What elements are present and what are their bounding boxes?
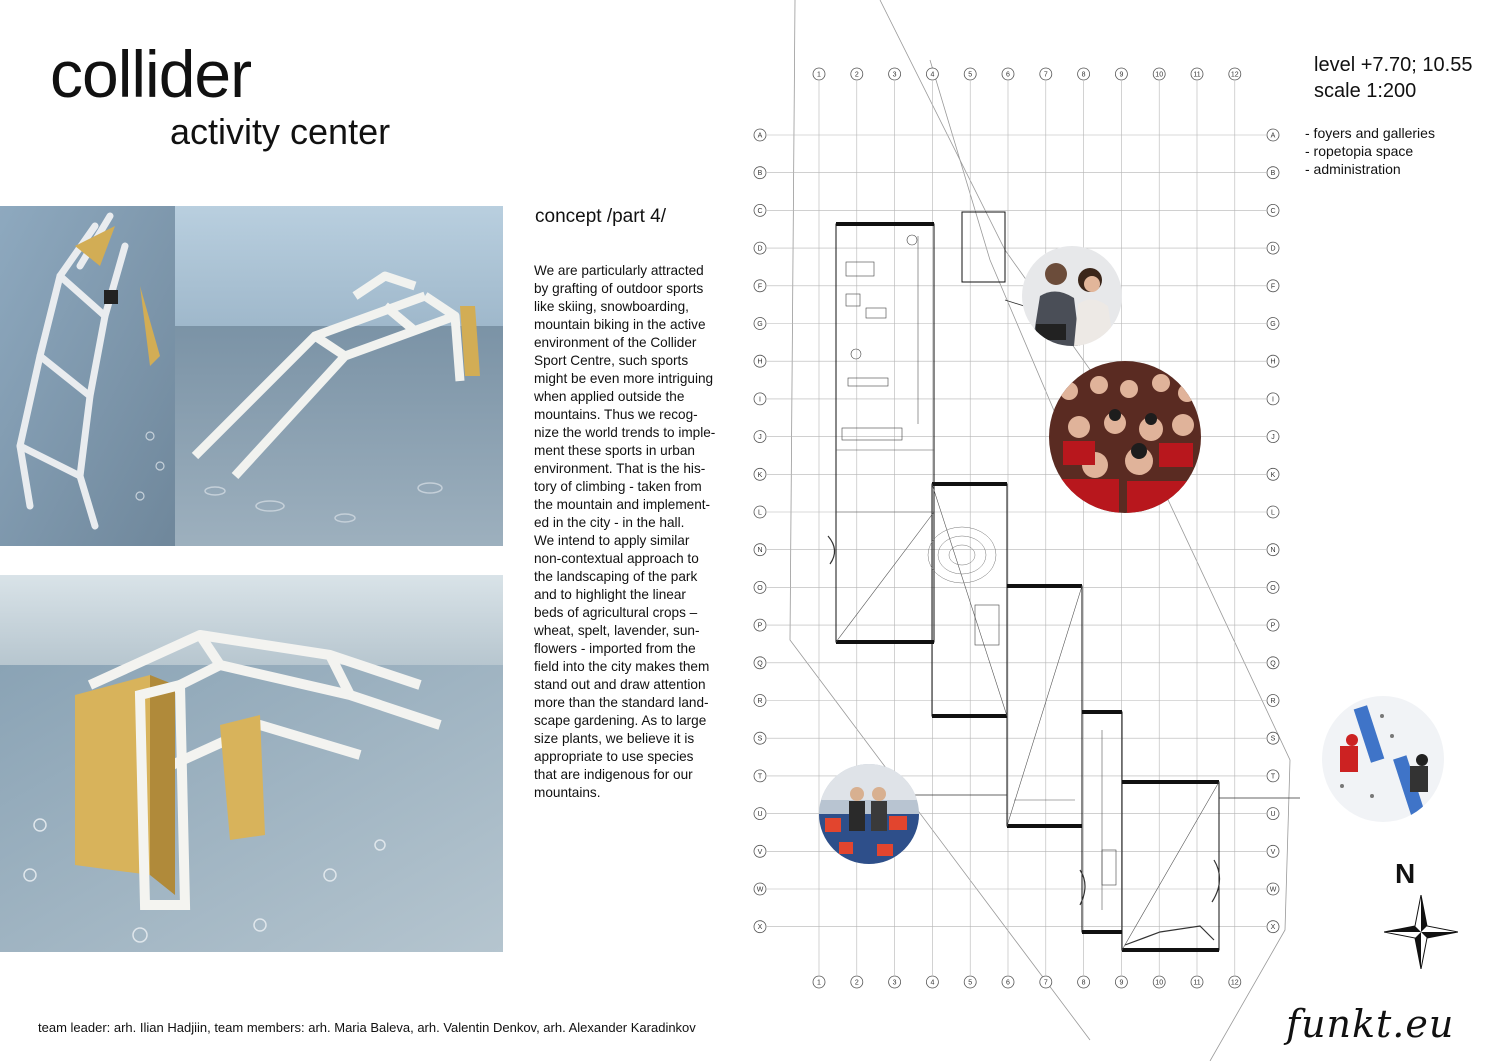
grid-row-label: C — [1270, 207, 1276, 215]
grid-column-label: 8 — [1081, 979, 1086, 987]
concept-line: might be even more intriguing — [534, 371, 714, 386]
grid-row-label: R — [1270, 698, 1276, 705]
grid-column-label: 2 — [854, 71, 859, 79]
grid-column-label: 10 — [1155, 979, 1164, 987]
concept-line: the mountain and implement- — [534, 497, 711, 512]
concept-line: environment. That is the his- — [534, 461, 706, 476]
concept-line: ed in the city - in the hall. — [534, 515, 685, 530]
grid-column-label: 6 — [1006, 979, 1010, 987]
program-item: - foyers and galleries — [1305, 125, 1435, 141]
render-perspective-bottom — [0, 575, 503, 952]
grid-row-label: T — [1270, 773, 1276, 781]
concept-line: like skiing, snowboarding, — [534, 299, 689, 314]
concept-line: ment these sports in urban — [534, 443, 695, 458]
grid-row-label: R — [757, 698, 763, 705]
concept-line: flowers - imported from the — [534, 641, 696, 656]
grid-row-label: S — [1270, 735, 1276, 743]
concept-line: beds of agricultural crops – — [534, 605, 698, 620]
grid-column-label: 4 — [930, 71, 935, 79]
volume-administration — [836, 224, 934, 642]
concept-line: size plants, we believe it is — [534, 731, 695, 746]
grid-row-label: X — [1270, 924, 1276, 932]
concept-line: non-contextual approach to — [534, 551, 699, 566]
grid-row-label: X — [757, 924, 763, 932]
render-aerial-top — [0, 206, 175, 546]
team-credits: team leader: arh. Ilian Hadjiin, team members: arh. Maria Baleva, arh. Valentin Denkov, arh. Alexander Karadinkov — [38, 1020, 696, 1035]
grid-row-label: N — [757, 547, 763, 555]
grid-row-label: W — [1269, 886, 1277, 894]
grid-row-label: G — [1270, 321, 1276, 328]
grid-column-label: 9 — [1119, 71, 1124, 79]
grid-row-label: P — [757, 622, 763, 630]
grid-row-label: U — [1270, 811, 1276, 819]
page-title: collider — [50, 37, 252, 111]
concept-line: wheat, spelt, lavender, sun- — [534, 623, 700, 638]
grid-column-label: 1 — [817, 979, 821, 987]
concept-line: We are particularly attracted — [534, 263, 704, 278]
grid-row-label: H — [1270, 358, 1276, 366]
concept-body — [534, 262, 732, 802]
volume-shaft — [962, 212, 1005, 282]
concept-line: mountains. Thus we recog- — [534, 407, 698, 422]
grid-column-label: 9 — [1119, 979, 1124, 987]
compass-rose-icon — [1384, 895, 1458, 969]
grid-row-label: V — [1270, 848, 1276, 856]
grid-row-label: V — [757, 848, 763, 856]
program-item: - ropetopia space — [1305, 143, 1414, 159]
concept-line: and to highlight the linear — [534, 587, 686, 602]
level-label: level +7.70; 10.55 — [1314, 54, 1473, 76]
concept-line: field into the city makes them — [534, 659, 710, 674]
concept-title: concept /part 4/ — [535, 206, 666, 227]
grid-row-label: L — [1271, 509, 1275, 517]
grid-column-label: 3 — [892, 979, 897, 987]
grid-column-label: 10 — [1155, 71, 1164, 79]
scale-label: scale 1:200 — [1314, 80, 1417, 102]
grid-row-label: P — [1270, 622, 1276, 630]
grid-column-label: 7 — [1043, 71, 1048, 79]
concept-line: tory of climbing - taken from — [534, 479, 702, 494]
grid-column-label: 4 — [930, 979, 935, 987]
grid-row-label: I — [759, 396, 761, 404]
grid-column-label: 7 — [1043, 979, 1048, 987]
north-label: N — [1395, 858, 1416, 889]
photo-climbing-wall — [1322, 696, 1444, 822]
grid-row-label: B — [1270, 170, 1276, 178]
grid-row-label: L — [758, 509, 762, 517]
grid-row-label: B — [757, 170, 763, 178]
grid-row-label: S — [757, 735, 763, 743]
grid-row-label: H — [757, 358, 763, 366]
floor-plan — [740, 0, 1300, 1061]
concept-line: scape gardening. As to large — [534, 713, 707, 728]
grid-column-label: 6 — [1006, 71, 1010, 79]
grid-column-label: 5 — [968, 71, 973, 79]
grid-column-label: 3 — [892, 71, 897, 79]
concept-line: nize the world trends to imple- — [534, 425, 716, 440]
concept-line: Sport Centre, such sports — [534, 353, 689, 368]
concept-line: more than the standard land- — [534, 695, 709, 710]
grid-row-label: I — [1272, 396, 1274, 404]
concept-line: mountain biking in the active — [534, 317, 706, 332]
concept-line: environment of the Collider — [534, 335, 697, 350]
grid-row-label: D — [1270, 245, 1276, 253]
concept-line: stand out and draw attention — [534, 677, 706, 692]
concept-line: that are indigenous for our — [534, 767, 693, 782]
grid-row-label: U — [757, 811, 763, 819]
grid-column-label: 2 — [854, 979, 859, 987]
grid-column-label: 5 — [968, 979, 973, 987]
grid-row-label: F — [1270, 283, 1276, 291]
concept-line: when applied outside the — [534, 389, 685, 404]
concept-line: the landscaping of the park — [534, 569, 698, 584]
grid-row-label: D — [757, 245, 763, 253]
render-perspective-top — [175, 206, 503, 546]
grid-row-label: A — [757, 132, 763, 140]
grid-column-label: 11 — [1193, 979, 1201, 987]
photo-audience — [1049, 361, 1201, 513]
concept-line: by grafting of outdoor sports — [534, 281, 704, 296]
grid-row-label: O — [757, 584, 763, 592]
funkt-logo: funkt.eu — [1286, 1002, 1455, 1046]
grid-column-label: 8 — [1081, 71, 1086, 79]
concept-line: We intend to apply similar — [534, 533, 690, 548]
grid-row-label: K — [1270, 471, 1276, 479]
photo-office-team — [1022, 246, 1122, 346]
program-item: - administration — [1305, 161, 1401, 177]
grid-row-label: C — [757, 207, 763, 215]
site-boundary — [880, 0, 1290, 1061]
grid-row-label: G — [757, 321, 763, 328]
grid-row-label: J — [1271, 434, 1275, 442]
grid-row-label: T — [757, 773, 763, 781]
grid-row-label: F — [757, 283, 763, 291]
concept-line: appropriate to use species — [534, 749, 694, 764]
grid-row-label: Q — [1270, 660, 1276, 668]
grid-column-label: 12 — [1230, 979, 1239, 987]
grid-row-label: W — [756, 886, 764, 894]
grid-row-label: N — [1270, 547, 1276, 555]
grid-column-label: 1 — [817, 71, 821, 79]
grid-column-label: 12 — [1230, 71, 1239, 79]
page-subtitle: activity center — [170, 111, 391, 152]
site-boundary — [790, 0, 1090, 1040]
photo-trampoline — [819, 764, 919, 864]
grid-row-label: K — [757, 471, 763, 479]
grid-row-label: A — [1270, 132, 1276, 140]
concept-line: mountains. — [534, 785, 601, 800]
program-list — [1305, 124, 1435, 178]
grid-column-label: 11 — [1193, 71, 1201, 79]
grid-row-label: J — [758, 434, 762, 442]
grid-row-label: O — [1270, 584, 1276, 592]
grid-row-label: Q — [757, 660, 763, 668]
